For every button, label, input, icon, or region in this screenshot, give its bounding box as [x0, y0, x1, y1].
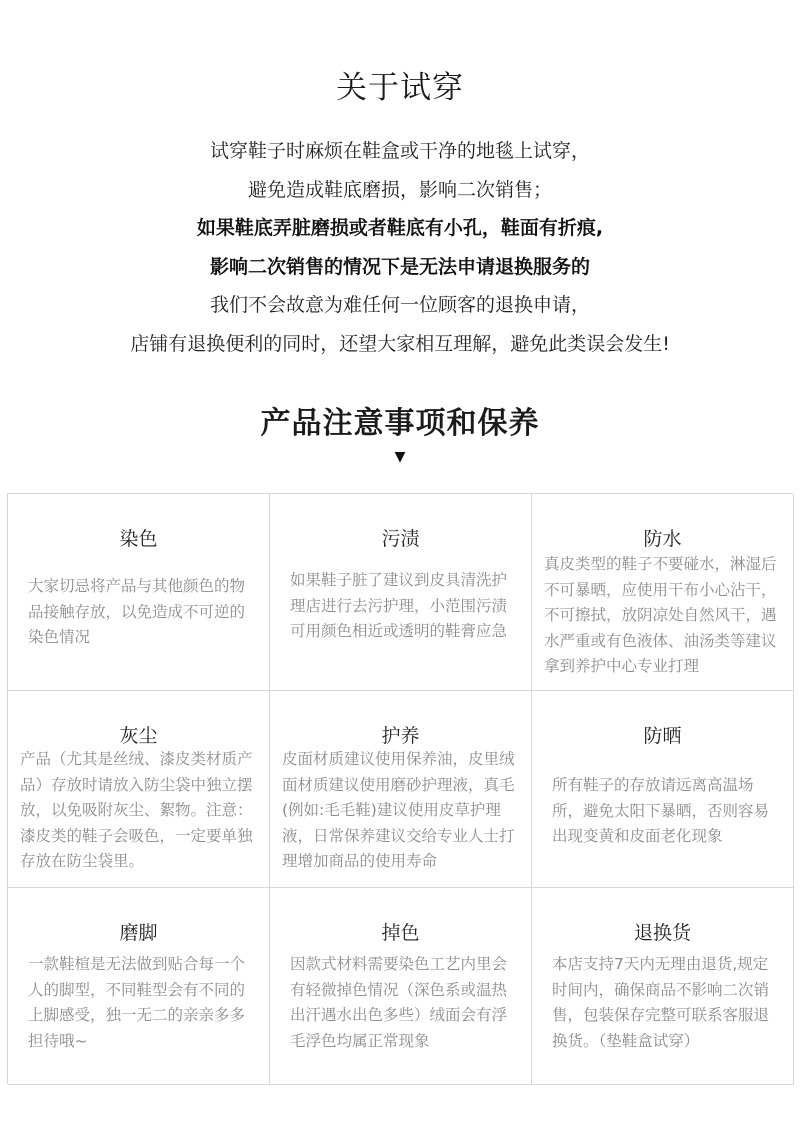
care-card-title: 护养: [381, 725, 420, 747]
care-card-text: 产品（尤其是丝绒、漆皮类材质产品）存放时请放入防尘袋中独立摆放，以免吸附灰尘、絮物。注意：漆皮类的鞋子会吸色，一定要单独存放在防尘袋里。: [20, 750, 253, 870]
care-card-text: 因款式材料需要染色工艺内里会有轻微掉色情况（深色系或温热出汗遇水出色多些）绒面会有浮毛浮色均属正常现象: [290, 955, 508, 1050]
care-card-title: 染色: [119, 528, 158, 550]
about-line: 店铺有退换便利的同时，还望大家相互理解，避免此类误会发生!: [130, 332, 670, 355]
care-card-text: 一款鞋楦是无法做到贴合每一个人的脚型，不同鞋型会有不同的上脚感受，独一无二的亲亲多多担待哦~: [28, 955, 246, 1050]
care-card-waterproof: [532, 494, 794, 691]
care-card-stain: [270, 494, 532, 691]
care-card-title: 污渍: [381, 528, 420, 550]
care-card-text: 所有鞋子的存放请远离高温场所，避免太阳下暴晒，否则容易出现变黄和皮面老化现象: [552, 776, 770, 845]
care-card-text: 如果鞋子脏了建议到皮具清洗护理店进行去污护理，小范围污渍可用颜色相近或透明的鞋膏应急: [290, 571, 508, 640]
care-card-sunproof: [532, 691, 794, 888]
care-card-maintenance: [270, 691, 532, 888]
care-card-text: 本店支持7天内无理由退货,规定时间内，确保商品不影响二次销售，包装保存完整可联系客服退换货。（垫鞋盒试穿）: [552, 955, 770, 1050]
care-grid: [7, 493, 793, 1084]
care-card-title: 防水: [643, 528, 682, 550]
care-card-dyeing: [8, 494, 270, 691]
care-card-text: 真皮类型的鞋子不要碰水，淋湿后不可暴晒，应使用干布小心沾干，不可擦拭，放阴凉处自然风干，遇水严重或有色液体、油汤类等建议拿到养护中心专业打理: [544, 555, 777, 675]
about-line: 避免造成鞋底磨损，影响二次销售；: [247, 178, 552, 201]
about-line-emphasis: 影响二次销售的情况下是无法申请退换服务的: [209, 255, 590, 278]
about-line-emphasis: 如果鞋底弄脏磨损或者鞋底有小孔，鞋面有折痕,: [196, 217, 604, 239]
care-card-title: 防晒: [643, 725, 682, 747]
care-card-title: 灰尘: [119, 725, 158, 747]
care-card-return: [532, 888, 794, 1085]
triangle-down-icon: ▼: [394, 449, 406, 465]
about-title: 关于试穿: [336, 70, 464, 106]
about-text: [0, 132, 800, 363]
care-card-fitting: [8, 888, 270, 1085]
care-card-text: 大家切忌将产品与其他颜色的物品接触存放，以免造成不可逆的染色情况: [28, 577, 246, 646]
care-card-title: 磨脚: [119, 922, 158, 944]
care-card-fading: [270, 888, 532, 1085]
care-title: 产品注意事项和保养: [260, 406, 540, 441]
care-card-title: 退换货: [633, 922, 691, 944]
care-card-text: 皮面材质建议使用保养油，皮里绒面材质建议使用磨砂护理液，真毛(例如:毛毛鞋)建议使用皮草护理液，日常保养建议交给专业人士打理增加商品的使用寿命: [282, 750, 515, 870]
about-line: 我们不会故意为难任何一位顾客的退换申请，: [209, 294, 590, 316]
care-card-title: 掉色: [381, 922, 420, 944]
about-line: 试穿鞋子时麻烦在鞋盒或干净的地毯上试穿，: [209, 140, 590, 162]
care-card-dust: [8, 691, 270, 888]
